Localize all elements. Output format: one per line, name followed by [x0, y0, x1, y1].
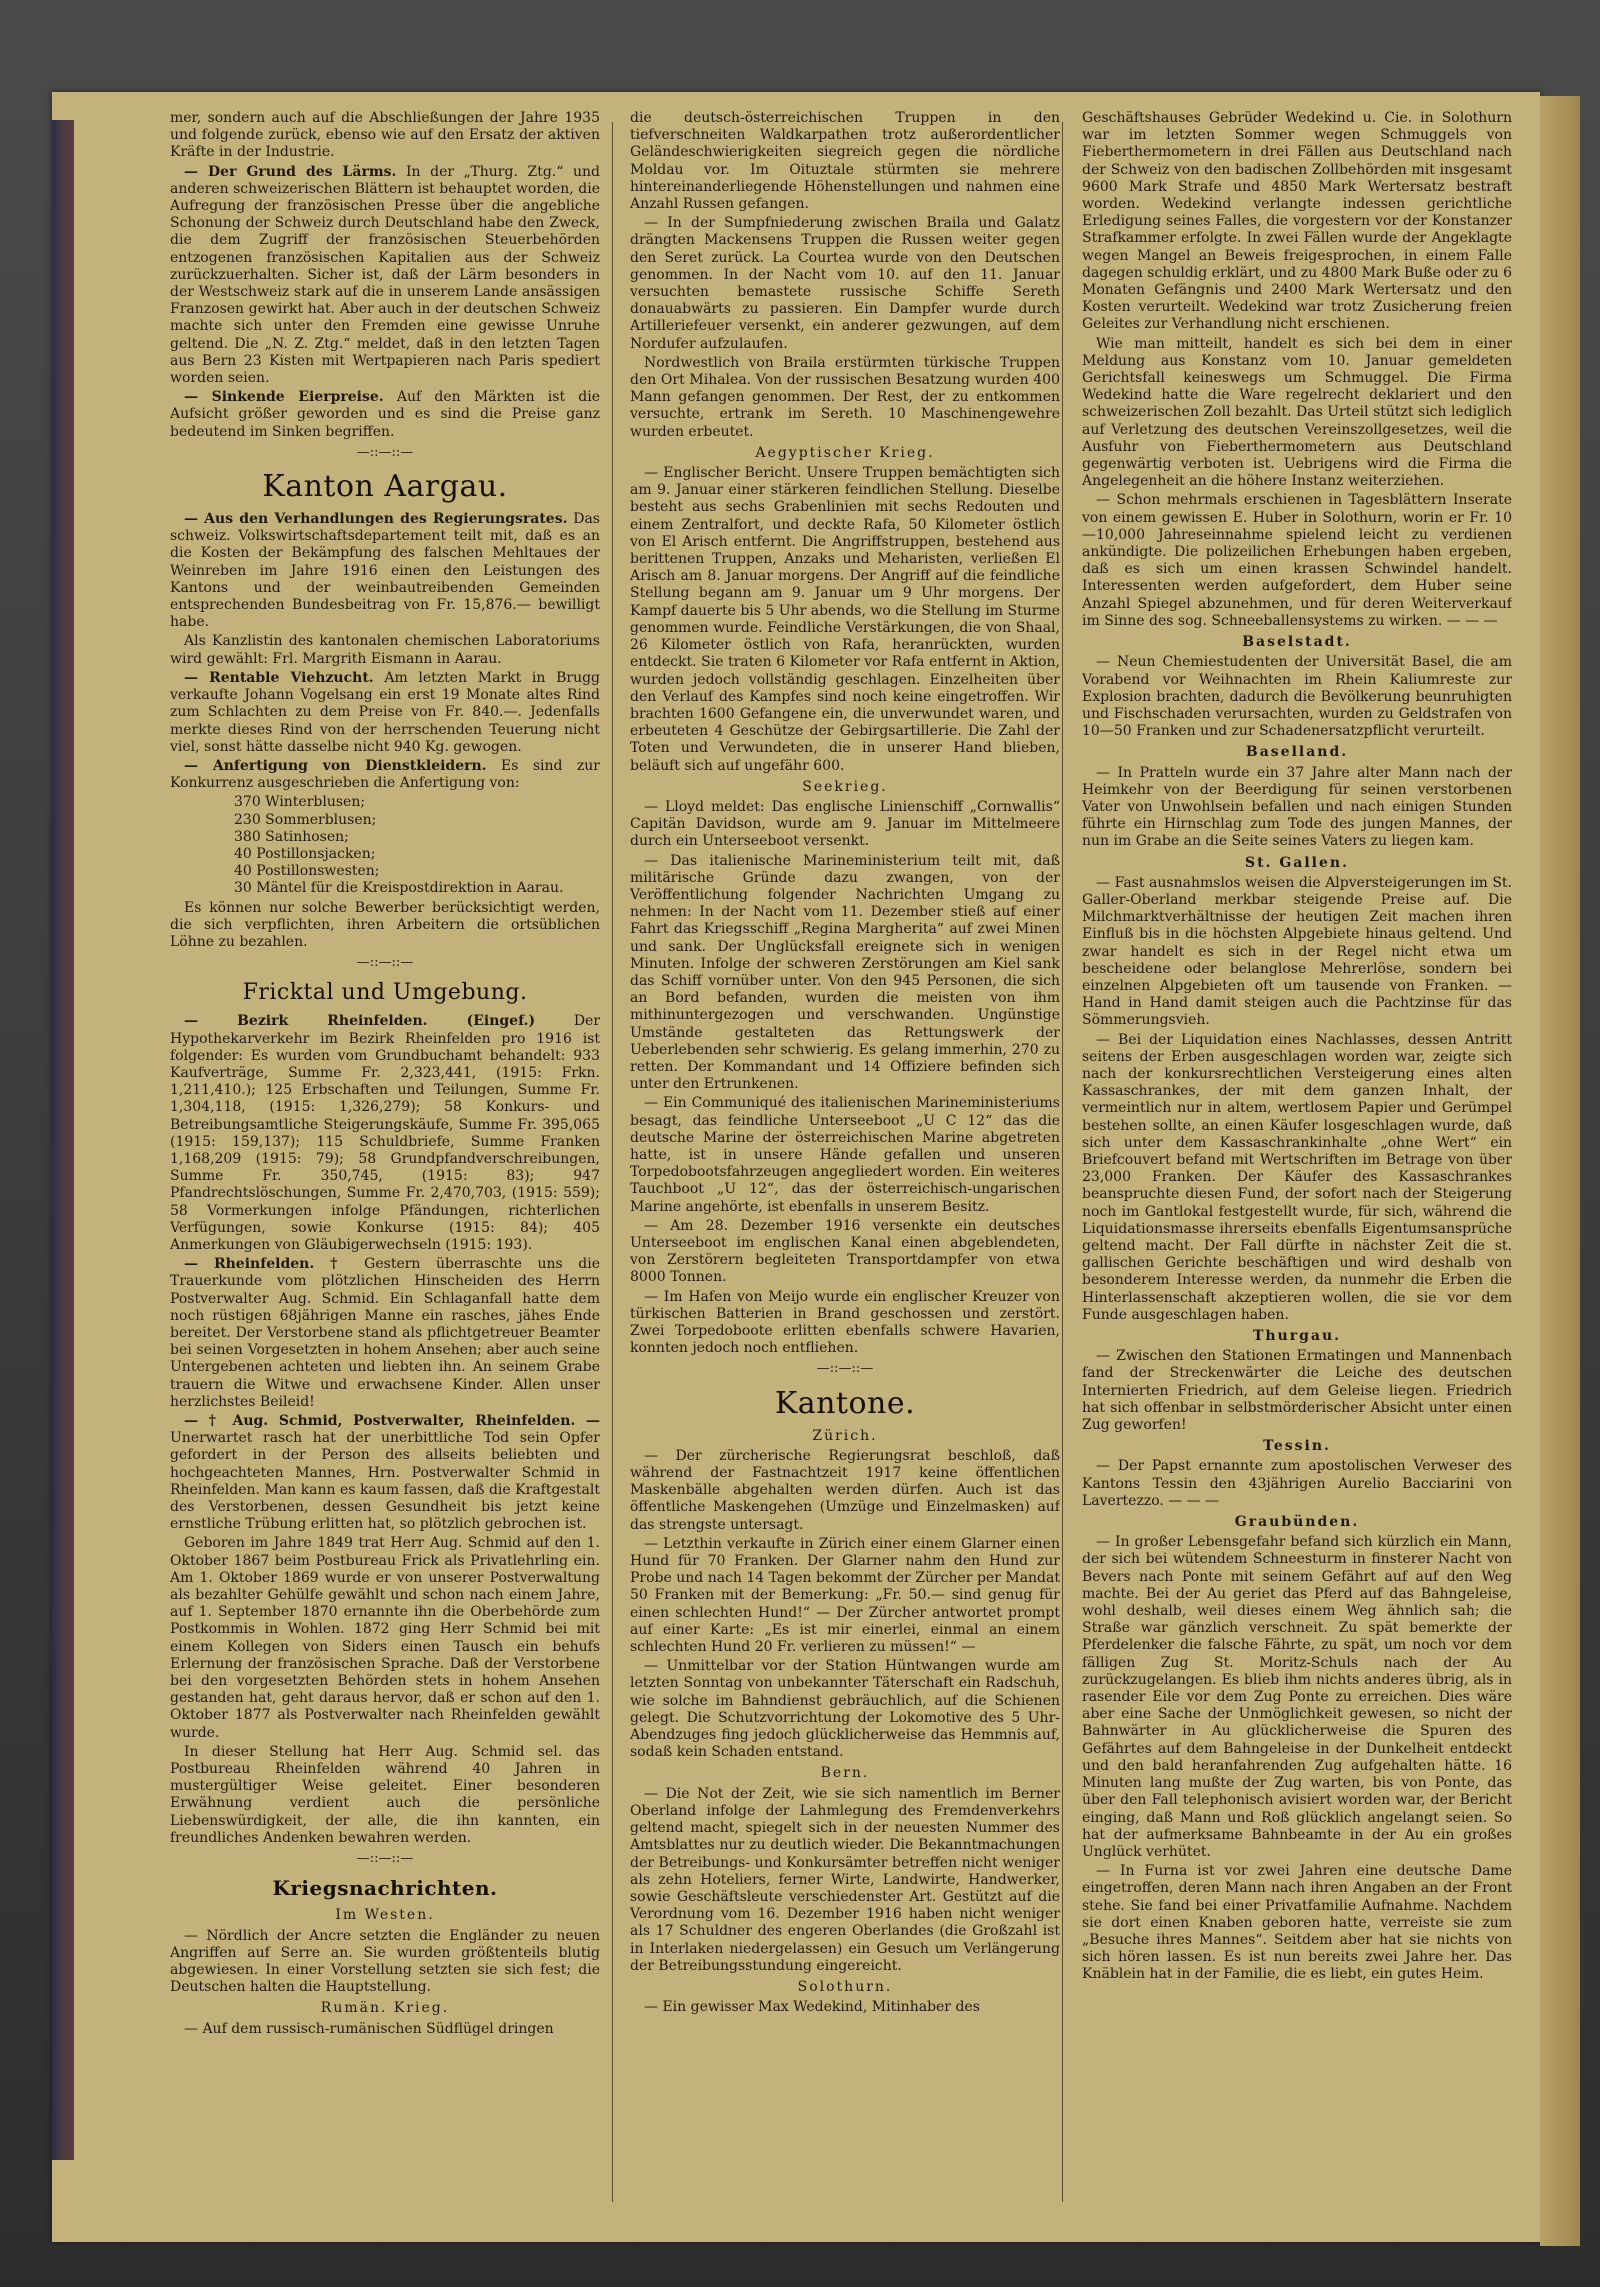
article-lead: — Aus den Verhandlungen des Regierungsrates. [184, 511, 568, 528]
section-heading: Kriegsnachrichten. [272, 1876, 498, 1901]
article-text: Am letzten Markt in Brugg verkaufte Johann Vogelsang ein erst 19 Monate altes Rind zum Schlachten zu dem Preise von Fr. 840.—. Jedenfalls merkte dieses Rind von der herrschenden Teuerung nicht viel, sonst hätte dasselbe nicht 940 Kg. gewogen. [170, 669, 600, 755]
subsection-heading: Seekrieg. [802, 778, 888, 795]
article-text: Unerwartet rasch hat der unerbittliche Tod sein Opfer gefordert in der Person des allseits beliebten und hochgeachteten Mannes, Hrn. Postverwalter Schmid in Rheinfelden. Man kann es kaum fassen, daß die Kraftgestalt des Verstorbenen, dessen Gesundheit bis jetzt keine ernstliche Trübung erlitten hat, so plötzlich gebrochen ist. [170, 1430, 600, 1533]
article-lead: — Rheinfelden. † [184, 1256, 349, 1273]
article-lead: — † Aug. Schmid, Postverwalter, Rheinfelden. — [184, 1413, 600, 1430]
article-paragraph [170, 1256, 600, 1411]
article-text: — Bei der Liquidation eines Nachlasses, dessen Antritt seitens der Erben ausgeschlagen worden war, zeigte sich nach der konkursrechtlichen Versteigerung eines alten Kassaschrankes, der mit dem ganzen Inhalt, der vermeintlich nur in altem, wertlosem Papier und Gerümpel bestehen sollte, an einen Käufer losgeschlagen wurde, daß sich unter dem Kassaschrankinhalte „ohne Wert“ ein Briefcouvert befand mit Wertschriften im Betrage von über 23,000 Franken. Der Käufer des Kassaschrankes beanspruchte diesen Fund, der sofort nach der Steigerung noch im Gantlokal festgestellt wurde, für sich, während die Liquidationsmasse ihrerseits ebenfalls Eigentumsansprüche geltend macht. Der Fall dürfte in nächster Zeit die st. gallischen Gerichte beschäftigen und wird deshalb von besonderem Interesse werden, da nunmehr die Erben die Hinterlassenschaft akzeptieren wollen, die sie vor dem Funde ausgeschlagen haben. [1082, 1031, 1512, 1323]
article-text: Wie man mitteilt, handelt es sich bei dem in einer Meldung aus Konstanz vom 10. Januar gemeldeten Gerichtsfall keineswegs um Schmuggel. Die Firma Wedekind hatte die Ware regelrecht deklariert und den schweizerischen Zoll bezahlt. Das Urteil stützt sich lediglich auf Verletzung des deutschen Vereinszollgesetzes, weil die Ausfuhr von Fieberthermometern aus Deutschland gegenwärtig verboten ist. Uebrigens wird die Firma die Angelegenheit an die höhere Instanz weiterziehen. [1082, 335, 1512, 490]
article-text: — In Pratteln wurde ein 37 Jahre alter Mann nach der Heimkehr von der Beerdigung für seinen verstorbenen Vater von Unwohlsein befallen und nach einigen Stunden führte ein Hirnschlag zum Tode des jungen Mannes, der nun im Grabe an die Seite seines Vaters zu liegen kam. [1082, 764, 1512, 850]
article-text: — Im Hafen von Meijo wurde ein englischer Kreuzer von türkischen Batterien in Brand geschossen und zerstört. Zwei Torpedoboote erlitten ebenfalls schwere Havarien, konnten jedoch noch entfliehen. [630, 1288, 1060, 1357]
list-item: 230 Sommerblusen; [234, 811, 377, 828]
list-item: 40 Postillonswesten; [234, 863, 380, 880]
subsection-heading: Baselstadt. [1242, 634, 1352, 651]
article-paragraph [170, 389, 600, 441]
subsection-heading: Zürich. [812, 1427, 878, 1444]
section-heading: Kanton Aargau. [262, 469, 508, 505]
article-text: Es sind zur Konkurrenz ausgeschrieben die Anfertigung von: [170, 757, 600, 792]
article-paragraph [1082, 654, 1512, 740]
article-text: — Unmittelbar vor der Station Hüntwangen wurde am letzten Sonntag von unbekannter Täterschaft ein Radschuh, wie solche im Bahndienst gebräuchlich, auf die Schienen gelegt. Die Schutzvorrichtung der Lokomotive des 5 Uhr-Abendzuges fing jedoch glücklicherweise das Hemmnis auf, sodaß kein Schaden entstand. [630, 1658, 1060, 1761]
article-paragraph [1082, 492, 1512, 630]
article-text: — Neun Chemiestudenten der Universität Basel, die am Vorabend vor Weihnachten im Rhein Kaliumreste zur Explosion brachten, dadurch die Bevölkerung beunruhigten und Fischschaden verursachten, wurden zu Geldstrafen von 10—50 Franken und zur Schadenersatzpflicht verurteilt. [1082, 654, 1512, 740]
article-text: mer, sondern auch auf die Abschließungen der Jahre 1935 und folgende zurück, ebenso wie auf den Ersatz der aktiven Kräfte in der Industrie. [170, 110, 600, 161]
article-paragraph [170, 2021, 600, 2038]
article-text: Auf den Märkten ist die Aufsicht größer geworden und es sind die Preise ganz bedeutend im Sinken begriffen. [170, 389, 600, 440]
article-paragraph [170, 900, 600, 952]
article-paragraph [630, 1536, 1060, 1656]
article-text: — Letzthin verkaufte in Zürich einer einem Glarner einen Hund für 70 Franken. Der Glarner nahm den Hund zur Probe und nach 14 Tagen bekommt der Zürcher per Mandat 50 Franken mit der Bemerkung: „Fr. 50.— sind genug für einen schlechten Hund!“ — Der Zürcher antwortet prompt auf einer Karte: „Es ist mir einerlei, einmal an einem schlechten Hund 20 Fr. verlieren zu müssen!“ — [630, 1535, 1060, 1656]
subsection-heading: Aegyptischer Krieg. [755, 444, 935, 461]
article-text: — Ein Communiqué des italienischen Marineministeriums besagt, das feindliche Unterseeboot „U C 12“ das die deutsche Marine der österreichischen Marine abgetreten hatte, ist in unsere Hände gefallen und unseren Torpedobootsfahrzeugen angegliedert worden. Ein weiteres Tauchboot „U 12“, das der österreichisch-ungarischen Marine angehörte, ist ebenfalls in unserem Besitz. [630, 1095, 1060, 1215]
article-lead: — Bezirk Rheinfelden. (Eingef.) [184, 1013, 536, 1030]
article-lead: — Rentable Viehzucht. [184, 669, 374, 686]
list-item: 30 Mäntel für die Kreispostdirektion in Aarau. [234, 880, 564, 897]
article-paragraph [1082, 110, 1512, 334]
subsection-heading: Rumän. Krieg. [320, 2000, 450, 2017]
article-paragraph [630, 465, 1060, 775]
article-text: Das schweiz. Volkswirtschaftsdepartement teilt mit, daß es an die Kosten der Bekämpfung des falschen Mehltaues der Weinreben im Jahre 1916 einen den Leistungen des Kantons und der weinbautreibenden Gemeinden entsprechenden Bundesbeitrag von Fr. 15,876.— bewilligt habe. [170, 511, 600, 631]
article-text: — Das italienische Marineministerium teilt mit, daß militärische Gründe dazu zwangen, von der Veröffentlichung folgender Nachrichten Umgang zu nehmen: In der Nacht vom 11. Dezember stieß auf einer Fahrt das Kriegsschiff „Regina Margherita“ auf zwei Minen und sank. Der Unglücksfall ereignete sich in wenigen Minuten. Infolge der schweren Zerstörungen am Kiel sank das Schiff vornüber unter. Von den 945 Personen, die sich an Bord befanden, wurden die meisten von ihm mithinuntergezogen und verschwanden. Ungünstige Umstände gestalteten das Rettungswerk der Ueberlebenden sehr schwierig. Es gelang immerhin, 270 zu retten. Der Kommandant und 14 Offiziere befinden sich unter den Ertrunkenen. [630, 852, 1060, 1093]
section-heading: Kantone. [774, 1385, 916, 1421]
article-paragraph [1082, 1032, 1512, 1324]
section-separator: —::—::— [356, 955, 414, 971]
article-paragraph [170, 633, 600, 667]
article-paragraph [630, 1448, 1060, 1534]
article-paragraph [630, 1095, 1060, 1215]
article-paragraph [1082, 875, 1512, 1030]
list-item: 380 Satinhosen; [234, 828, 349, 845]
article-paragraph [170, 1535, 600, 1741]
article-paragraph [170, 1744, 600, 1847]
column-3 [1082, 110, 1512, 2220]
article-paragraph [630, 799, 1060, 851]
article-text: Der Hypothekarverkehr im Bezirk Rheinfelden pro 1916 ist folgender: Es wurden vom Grundbuchamt behandelt: 933 Kaufverträge, Summe Fr. 2,323,441, (1915: Frkn. 1,211,410.); 125 Erbschaften und Teilungen, Summe Fr. 1,304,118, (1915: 1,326,279); 58 Konkurs- und Betreibungsamtliche Steigerungskäufe, Summe Fr. 395,065 (1915: 159,137); 115 Schuldbriefe, Summe Franken 1,168,209 (1915: 79); 58 Grundpfandverschreibungen, Summe Fr. 350,745, (1915: 83); 947 Pfandrechtslöschungen, Summe Fr. 2,470,703, (1915: 559); 58 Vormerkungen infolge Pfändungen, richterlichen Verfügungen, sowie Konkurse (1915: 84); 405 Anmerkungen von Gläubigerwechseln (1915: 193). [170, 1013, 600, 1253]
article-text: Gestern überraschte uns die Trauerkunde vom plötzlichen Hinscheiden des Herrn Postverwalter Aug. Schmid. Ein Schlaganfall hatte dem noch rüstigen 68jährigen Manne ein rasches, jähes Ende bereitet. Der Verstorbene stand als pflichtgetreuer Beamter bei seinen Vorgesetzten in hohem Ansehen; aber auch seine Untergebenen achteten und liebten ihn. An seinem Grabe trauern die Witwe und erwachsene Kinder. Allen unser herzlichstes Beileid! [170, 1256, 600, 1410]
article-text: — Am 28. Dezember 1916 versenkte ein deutsches Unterseeboot im englischen Kanal einen abgeblendeten, von Zerstörern begleiteten Transportdampfer von etwa 8000 Tonnen. [630, 1217, 1060, 1286]
newspaper-page [52, 92, 1540, 2242]
article-text: — Nördlich der Ancre setzten die Engländer zu neuen Angriffen auf Serre an. Sie wurden größtenteils blutig abgewiesen. In einer Vorstellung setzten sie sich fest; die Deutschen halten die Hauptstellung. [170, 1927, 600, 1996]
article-lead: — Sinkende Eierpreise. [184, 389, 384, 406]
article-text: — Die Not der Zeit, wie sie sich namentlich im Berner Oberland infolge der Lahmlegung des Fremdenverkehrs geltend macht, spiegelt sich in der neuesten Nummer des Amtsblattes nur zu deutlich wieder. Die Bekanntmachungen der Betreibungs- und Konkursämter betreffen nicht weniger als zehn Hoteliers, ferner Wirte, Landwirte, Handwerker, sowie Geschäftsleute verschiedenster Art. Gestützt auf die Verordnung vom 16. Dezember 1916 haben nicht weniger als 17 Schuldner des engeren Oberlandes (die Großzahl ist in Interlaken niedergelassen) ein Gesuch um Verlängerung der Betreibungsstundung eingereicht. [630, 1785, 1060, 1974]
article-text: — Lloyd meldet: Das englische Linienschiff „Cornwallis“ Capitän Davidson, wurde am 9. Januar im Mittelmeere durch ein Unterseeboot versenkt. [630, 798, 1060, 850]
subsection-heading: Graubünden. [1234, 1514, 1360, 1531]
article-text: — In der Sumpfniederung zwischen Braila und Galatz drängten Mackensens Truppen die Russen weiter gegen den Seret zurück. La Courtea wurde von den Deutschen genommen. In der Nacht vom 10. auf den 11. Januar versuchten bemastete russische Schiffe Sereth donauabwärts zu passieren. Ein Dampfer wurde durch Artilleriefeuer versenkt, ein anderer gezwungen, auf dem Nordufer aufzulaufen. [630, 215, 1060, 352]
article-paragraph [1082, 1458, 1512, 1510]
article-text: — In großer Lebensgefahr befand sich kürzlich ein Mann, der sich bei wütendem Schneesturm in finsterer Nacht von Bevers nach Ponte mit seinem Gefährt auf auf den Weg machte. Bei der Au geriet das Pferd auf das Bahngeleise, wohl deshalb, weil dieses einem Weg ähnlich sah; die Straße war gänzlich verschneit. Zu spät bemerkte der Pferdelenker die falsche Fährte, zu spät, um noch vor dem fälligen Zug St. Moritz-Schuls nach der Au zurückzugelangen. Es blieb ihm nichts anderes übrig, als in rasender Eile vor dem Zug Ponte zu erreichen. Dies wäre aber eine Sache der Unmöglichkeit gewesen, so nicht der Bahnwärter in Au glücklicherweise die Spuren des Gefährtes auf dem Bahngeleise in der Dunkelheit entdeckt und den bald heranfahrenden Zug aufgehalten hätte. 16 Minuten lang mußte der Zug warten, bis von Ponte, das über den Fall telephonisch avisiert worden war, der Bericht einging, daß Mann und Roß glücklich angelangt seien. So hat der aufmerksame Bahnbeamte in der Au ein großes Unglück verhütet. [1082, 1534, 1512, 1860]
article-text: — Englischer Bericht. Unsere Truppen bemächtigten sich am 9. Januar einer stärkeren feindlichen Stellung. Dieselbe besteht aus sechs Grabenlinien mit sechs Redouten und einem Zentralfort, und deckte Rafa, 50 Kilometer östlich von El Arisch entfernt. Die Angriffstruppen, bestehend aus berittenen Truppen, Anzaks und Meharisten, verließen El Arisch am 8. Januar morgens. Der Angriff auf die feindliche Stellung begann am 9. Januar um 9 Uhr morgens. Der Kampf dauerte bis 5 Uhr abends, wo die Stellung im Sturme genommen wurde. Feindliche Verstärkungen, die von Shaal, 26 Kilometer östlich von Rafa, heranrückten, wurden entdeckt. Sie traten 6 Kilometer vor Rafa entfernt in Aktion, wurden jedoch vollständig geschlagen. Einzelheiten über den Verlauf des Kampfes sind noch keine eingetroffen. Wir brachten 1600 Gefangene ein, die unverwundet waren, und erbeuteten 4 Geschütze der Gebirgsartillerie. Die Zahl der Toten und Verwundeten, die in unserer Hand blieben, beläuft sich auf ungefähr 600. [630, 465, 1060, 774]
binding-spine [52, 120, 74, 2160]
article-paragraph [630, 1218, 1060, 1287]
article-text: In dieser Stellung hat Herr Aug. Schmid sel. das Postbureau Rheinfelden während 40 Jahren in mustergültiger Weise geleitet. Einer besonderen Erwähnung verdient auch die persönliche Liebenswürdigkeit, der alle, die ihn kannten, ein freundliches Andenken bewahren werden. [170, 1743, 600, 1846]
article-paragraph [1082, 1534, 1512, 1861]
subsection-heading: Baselland. [1245, 744, 1349, 761]
article-text: In der „Thurg. Ztg.“ und anderen schweizerischen Blättern ist behauptet worden, die Aufregung der französischen Presse über die angebliche Schonung der Schweiz durch Deutschland habe den Zweck, die dem Zugriff der französischen Steuerbehörden entzogenen französischen Kapitalien aus der Schweiz zurückzuerhalten. Sicher ist, daß der Lärm besonders in der Westschweiz stark auf die in unserem Lande ansässigen Franzosen gewirkt hat. Aber auch in der deutschen Schweiz machte sich unter den Fremden eine gewisse Unruhe geltend. Die „N. Z. Ztg.“ meldet, daß in den letzten Tagen aus Bern 23 Kisten mit Wertpapieren nach Paris spediert worden seien. [170, 163, 600, 387]
column-2 [630, 110, 1060, 2220]
article-text: — Schon mehrmals erschienen in Tagesblättern Inserate von einem gewissen E. Huber in Solothurn, worin er Fr. 10—10,000 Jahreseinnahme spielend leicht zu verdienen ankündigte. Die polizeilichen Erhebungen haben ergeben, daß es sich um einen krassen Schwindel handelt. Interessenten werden aufgefordert, dem Huber seine Anzahl Spiegel abzunehmen, und für deren Weiterverkauf im Sinne des sog. Schneeballensystems zu wirken. — — — [1082, 492, 1512, 629]
article-paragraph [630, 355, 1060, 441]
article-paragraph [1082, 336, 1512, 491]
article-text: Geschäftshauses Gebrüder Wedekind u. Cie. in Solothurn war im letzten Sommer wegen Schmuggels von Fieberthermometern in drei Fällen aus Deutschland nach der Schweiz von den badischen Zollbehörden mit insgesamt 9600 Mark Strafe und 4850 Mark Wertersatz bestraft worden. Wedekind verlangte indessen gerichtliche Erledigung seines Falles, die vorgestern vor der Konstanzer Strafkammer erfolgte. In zwei Fällen wurde der Angeklagte wegen Mangel an Beweis freigesprochen, in einem Falle dagegen schuldig erklärt, und zu 4800 Mark Buße oder zu 6 Monaten Gefängnis und 2400 Mark Wertersatz und den Kosten verurteilt. Wedekind war trotz Zusicherung freien Geleites zur Verhandlung nicht erschienen. [1082, 110, 1512, 333]
subsection-heading: Bern. [820, 1765, 870, 1782]
article-text: — Ein gewisser Max Wedekind, Mitinhaber des [644, 1999, 980, 2016]
article-text: — Zwischen den Stationen Ermatingen und Mannenbach fand der Streckenwärter die Leiche des deutschen Internierten Friedrich, auf dem Geleise liegen. Friedrich hat sich offenbar in selbstmörderischer Absicht unter einen Zug geworfen! [1082, 1348, 1512, 1434]
article-text: — Auf dem russisch-rumänischen Südflügel dringen [184, 2020, 554, 2037]
article-text: Geboren im Jahre 1849 trat Herr Aug. Schmid auf den 1. Oktober 1867 beim Postbureau Frick als Privatlehrling ein. Am 1. Oktober 1869 wurde er von unserer Postverwaltung als bezahlter Gehülfe gewählt und schon nach einem Jahre, auf 1. September 1870 ernannte ihn die Oberbehörde zum Postkommis in Wohlen. 1872 ging Herr Schmid bei mit einem Kollegen von Siders einen Tausch ein behufs Erlernung der französischen Sprache. Daß der Verstorbene bei den vorgesetzten Behörden stets in hohem Ansehen gestanden hat, geht daraus hervor, daß er schon auf den 1. Oktober 1877 als Postverwalter nach Rheinfelden gewählt wurde. [170, 1535, 600, 1741]
article-paragraph [630, 1999, 1060, 2016]
article-text: die deutsch-österreichischen Truppen in den tiefverschneiten Waldkarpathen trotz außerordentlicher Geländeschwierigkeiten siegreich gegen die nördliche Moldau vor. Im Oituztale stürmten sie mehrere hintereinanderliegende Höhenstellungen und nahmen eine Anzahl Russen gefangen. [630, 110, 1060, 213]
article-paragraph [630, 1289, 1060, 1358]
article-text: Es können nur solche Bewerber berücksichtigt werden, die sich verpflichten, ihren Arbeitern die ortsüblichen Löhne zu bezahlen. [170, 899, 600, 950]
article-paragraph [170, 110, 600, 162]
article-text: — Der Papst ernannte zum apostolischen Verweser des Kantons Tessin den 43jährigen Aurelio Bacciarini von Lavertezzo. — — — [1082, 1458, 1512, 1509]
article-text: — Fast ausnahmslos weisen die Alpversteigerungen im St. Galler-Oberland merkbar steigende Preise auf. Die Milchmarktverhältnisse der heutigen Zeit machen ihren Einfluß bis in die höchsten Alpgebiete hinaus geltend. Und zwar handelt es sich in der Regel nicht etwa um bescheidene oder belanglose Mehrerlöse, sondern bei einzelnen Alpgebieten oft um tausende von Franken. — Hand in Hand damit steigen auch die Pachtzinse für das Sömmerungsvieh. [1082, 874, 1512, 1029]
article-paragraph [630, 1658, 1060, 1761]
subsection-heading: Thurgau. [1252, 1328, 1342, 1345]
article-paragraph [630, 1786, 1060, 1975]
article-paragraph [630, 853, 1060, 1094]
article-text: — In Furna ist vor zwei Jahren eine deutsche Dame eingetroffen, deren Mann nach ihren Angaben an der Front stehe. Sie fand bei einer Privatfamilie Aufnahme. Nachdem sie dort einen Knaben geboren hatte, verreiste sie zum „Besuche ihres Mannes“. Seitdem aber hat sie nichts von sich hören lassen. Es ist nun bereits zwei Jahre her. Das Knäblein hat in der Familie, die es liebt, ein gutes Heim. [1082, 1863, 1512, 1983]
article-text: Nordwestlich von Braila erstürmten türkische Truppen den Ort Mihalea. Von der russischen Besatzung wurden 400 Mann gefangen genommen. Der Rest, der zu entkommen versuchte, ertrank im Sereth. 10 Maschinengewehre wurden erbeutet. [630, 354, 1060, 440]
list-item: 40 Postillonsjacken; [234, 845, 376, 862]
article-paragraph [630, 110, 1060, 213]
column-rule-1 [612, 122, 613, 2202]
item-list [234, 794, 600, 897]
column-rule-2 [1062, 122, 1063, 2202]
subsection-heading: Tessin. [1263, 1438, 1331, 1455]
section-heading: Fricktal und Umgebung. [242, 980, 528, 1006]
article-text: Als Kanzlistin des kantonalen chemischen Laboratoriums wird gewählt: Frl. Margrith Eismann in Aarau. [170, 633, 600, 667]
article-paragraph [170, 1928, 600, 1997]
subsection-heading: St. Gallen. [1245, 854, 1349, 871]
list-item: 370 Winterblusen; [234, 794, 366, 811]
article-paragraph [170, 1413, 600, 1533]
article-paragraph [170, 1013, 600, 1254]
subsection-heading: Im Westen. [335, 1907, 435, 1924]
article-paragraph [1082, 765, 1512, 851]
section-separator: —::—::— [356, 1851, 414, 1867]
article-paragraph [170, 511, 600, 631]
article-paragraph [170, 758, 600, 792]
article-paragraph [1082, 1863, 1512, 1983]
article-text: — Der zürcherische Regierungsrat beschloß, daß während der Fastnachtzeit 1917 keine öffentlichen Maskenbälle abgehalten werden dürfen. Auch ist das öffentliche Maskengehen (Umzüge und Einzelmasken) auf das strengste untersagt. [630, 1447, 1060, 1533]
article-lead: — Der Grund des Lärms. [184, 163, 397, 180]
page-edge [1540, 96, 1580, 2246]
article-paragraph [1082, 1348, 1512, 1434]
section-separator: —::—::— [816, 1361, 874, 1377]
article-paragraph [170, 670, 600, 756]
article-paragraph [170, 164, 600, 388]
article-lead: — Anfertigung von Dienstkleidern. [184, 757, 487, 774]
column-1 [170, 110, 600, 2220]
article-paragraph [630, 215, 1060, 353]
subsection-heading: Solothurn. [797, 1978, 893, 1995]
section-separator: —::—::— [356, 444, 414, 460]
